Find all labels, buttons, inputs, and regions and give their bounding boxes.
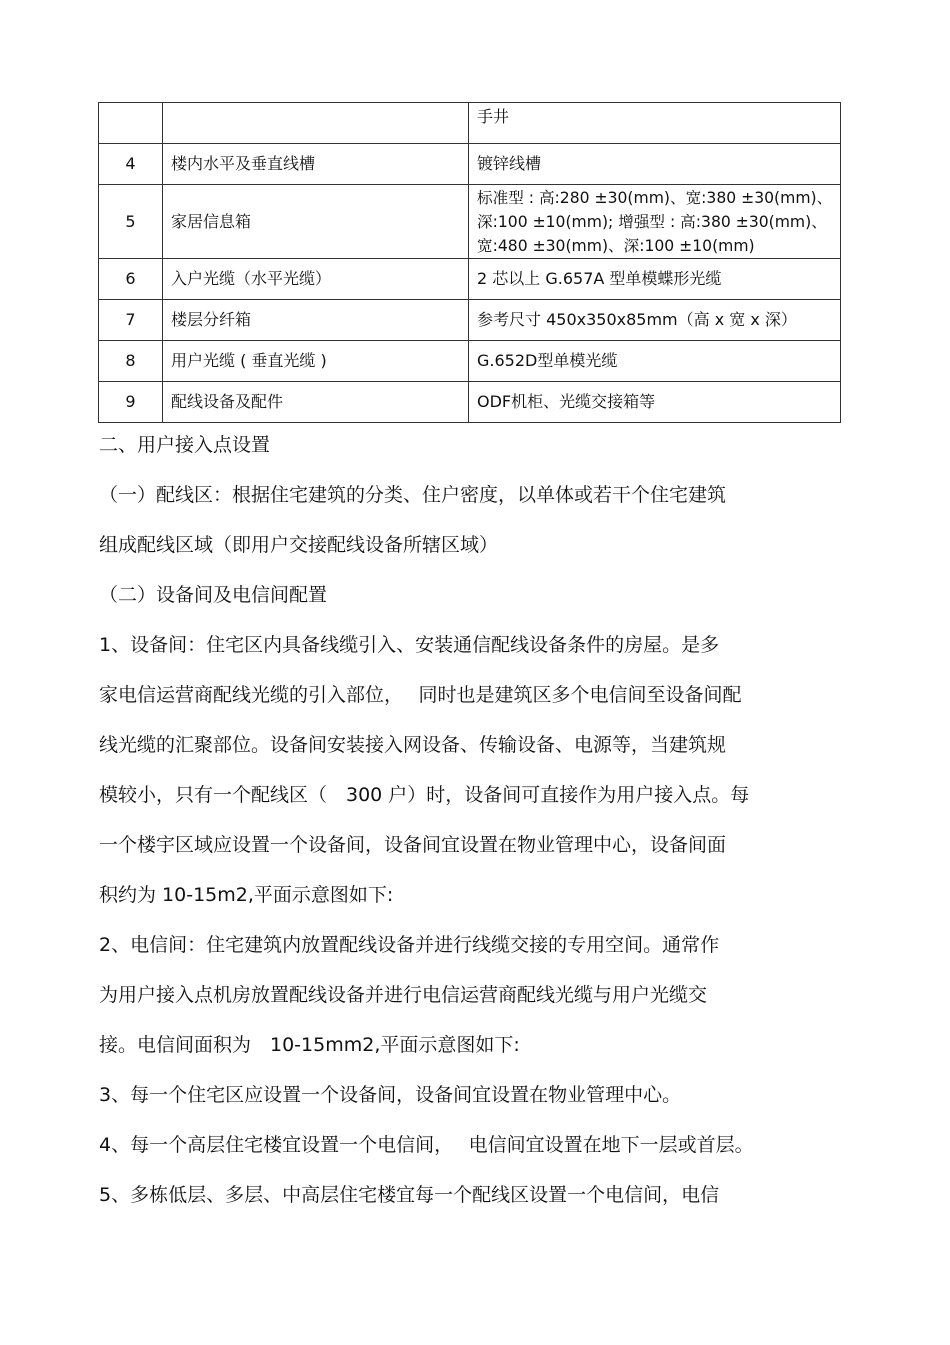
row-item: 楼内水平及垂直线槽 [163, 144, 469, 185]
row-spec: G.652D型单模光缆 [469, 341, 841, 382]
body-text-line: 家电信运营商配线光缆的引入部位， 同时也是建筑区多个电信间至设备间配 [99, 684, 742, 706]
row-number: 7 [99, 300, 163, 341]
body-text-line: 接。电信间面积为 10-15mm2,平面示意图如下: [99, 1034, 520, 1056]
body-text-line: 2、电信间：住宅建筑内放置配线设备并进行线缆交接的专用空间。通常作 [99, 934, 720, 956]
row-item: 家居信息箱 [163, 185, 469, 259]
body-text-line: （一）配线区：根据住宅建筑的分类、住户密度，以单体或若干个住宅建筑 [99, 484, 727, 506]
row-spec: 镀锌线槽 [469, 144, 841, 185]
row-spec: ODF机柜、光缆交接箱等 [469, 382, 841, 423]
body-text-line: 1、设备间：住宅区内具备线缆引入、安装通信配线设备条件的房屋。是多 [99, 634, 720, 656]
row-spec: 手井 [469, 103, 841, 144]
row-item [163, 103, 469, 144]
table-row [99, 259, 841, 300]
body-text-line: 组成配线区域（即用户交接配线设备所辖区域） [99, 534, 499, 556]
row-number: 5 [99, 185, 163, 259]
body-text-line: 5、多栋低层、多层、中高层住宅楼宜每一个配线区设置一个电信间，电信 [99, 1184, 720, 1206]
body-text-line: 一个楼宇区域应设置一个设备间，设备间宜设置在物业管理中心，设备间面 [99, 834, 727, 856]
row-item: 配线设备及配件 [163, 382, 469, 423]
table-row [99, 382, 841, 423]
body-text-line: 线光缆的汇聚部位。设备间安装接入网设备、传输设备、电源等，当建筑规 [99, 734, 727, 756]
row-number [99, 103, 163, 144]
row-item: 入户光缆（水平光缆） [163, 259, 469, 300]
row-spec: 参考尺寸 450x350x85mm（高 x 宽 x 深） [469, 300, 841, 341]
body-text-line: 积约为 10-15m2,平面示意图如下: [99, 884, 394, 906]
row-number: 4 [99, 144, 163, 185]
section-heading: 二、用户接入点设置 [99, 434, 271, 456]
subsection-heading: （二）设备间及电信间配置 [99, 584, 328, 606]
spec-table [98, 102, 841, 423]
row-number: 6 [99, 259, 163, 300]
body-text-line: 为用户接入点机房放置配线设备并进行电信运营商配线光缆与用户光缆交 [99, 984, 708, 1006]
row-item: 用户光缆 ( 垂直光缆 ) [163, 341, 469, 382]
table-row [99, 300, 841, 341]
row-number: 8 [99, 341, 163, 382]
body-text-line: 4、每一个高层住宅楼宜设置一个电信间， 电信间宜设置在地下一层或首层。 [99, 1134, 754, 1156]
body-text-line: 3、每一个住宅区应设置一个设备间，设备间宜设置在物业管理中心。 [99, 1084, 682, 1106]
table-row [99, 341, 841, 382]
row-spec: 标准型 : 高:280 ±30(mm)、宽:380 ±30(mm)、深:100 ±10(mm); 增强型 : 高:380 ±30(mm)、宽:480 ±30(mm)、深:100 ±10(mm) [469, 185, 841, 259]
row-number: 9 [99, 382, 163, 423]
row-spec: 2 芯以上 G.657A 型单模蝶形光缆 [469, 259, 841, 300]
table-row [99, 185, 841, 259]
body-text-line: 模较小，只有一个配线区（ 300 户）时，设备间可直接作为用户接入点。每 [99, 784, 750, 806]
row-item: 楼层分纤箱 [163, 300, 469, 341]
table-row [99, 103, 841, 144]
table-row [99, 144, 841, 185]
